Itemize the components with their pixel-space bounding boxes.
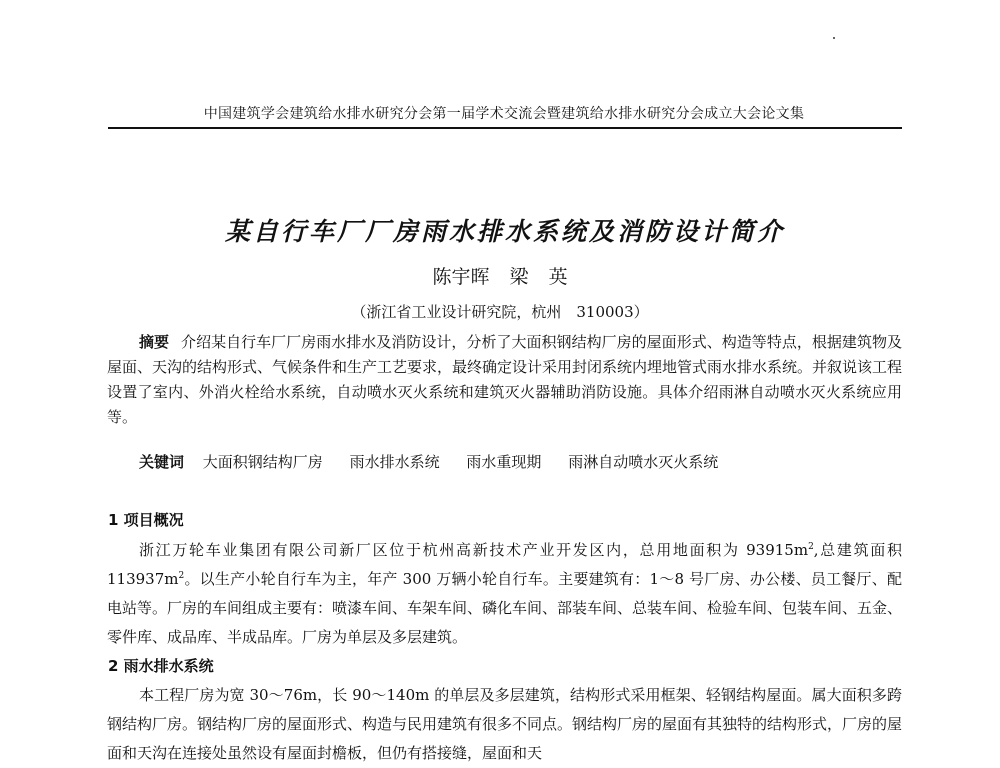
keyword: 雨水重现期 — [466, 453, 542, 471]
section-paragraph: 本工程厂房为宽 30～76m，长 90～140m 的单层及多层建筑，结构形式采用框架、轻钢结构屋面。属大面积多跨钢结构厂房。钢结构厂房的屋面形式、构造与民用建筑有很多不同点。钢结构厂房的屋面有其独特的结构形式，厂房的屋面和天沟在连接处虽然设有屋面封檐板，但仍有搭接缝，屋面和天 — [107, 686, 903, 762]
section-heading: 1 项目概况 — [108, 511, 184, 529]
abstract-text: 介绍某自行车厂厂房雨水排水及消防设计，分析了大面积钢结构厂房的屋面形式、构造等特点，根据建筑物及屋面、天沟的结构形式、气候条件和生产工艺要求，最终确定设计采用封闭系统内埋地管式雨水排水系统。并叙说该工程设置了室内、外消火栓给水系统，自动喷水灭火系统和建筑灭火器辅助消防设施。具体介绍雨淋自动喷水灭火系统应用等。 — [107, 333, 903, 426]
scan-speck — [833, 37, 835, 39]
paragraph-text: ,总建筑面积 113937m — [107, 541, 902, 588]
section-heading: 2 雨水排水系统 — [108, 657, 214, 675]
abstract — [107, 330, 902, 430]
paragraph-text: 。以生产小轮自行车为主，年产 300 万辆小轮自行车。主要建筑有：1～8 号厂房、办公楼、员工餐厅、配电站等。厂房的车间组成主要有：喷漆车间、车架车间、磷化车间、部装车间、总装车间、检验车间、包装车间、五金、零件库、成品库、半成品库。厂房为单层及多层建筑。 — [107, 570, 903, 646]
paper-title: 某自行车厂厂房雨水排水系统及消防设计简介 — [224, 217, 785, 246]
keywords-label: 关键词 — [139, 453, 185, 471]
paragraph-text: 浙江万轮车业集团有限公司新厂区位于杭州高新技术产业开发区内，总用地面积为 93915m — [139, 541, 809, 559]
section-paragraph — [107, 536, 902, 652]
superscript: 2 — [178, 571, 185, 581]
keywords — [107, 451, 902, 472]
affiliation: （浙江省工业设计研究院，杭州 310003） — [351, 303, 649, 321]
author-name: 陈宇晖 — [432, 266, 490, 288]
running-header: 中国建筑学会建筑给水排水研究分会第一届学术交流会暨建筑给水排水研究分会成立大会论文集 — [203, 106, 805, 122]
abstract-label: 摘要 — [139, 333, 170, 351]
keyword: 雨淋自动喷水灭火系统 — [568, 453, 719, 471]
keyword: 雨水排水系统 — [349, 453, 440, 471]
author-name: 梁 英 — [509, 266, 568, 288]
keyword: 大面积钢结构厂房 — [202, 453, 323, 471]
header-rule — [108, 127, 902, 129]
superscript: 2 — [808, 542, 814, 552]
author-list — [300, 262, 700, 289]
